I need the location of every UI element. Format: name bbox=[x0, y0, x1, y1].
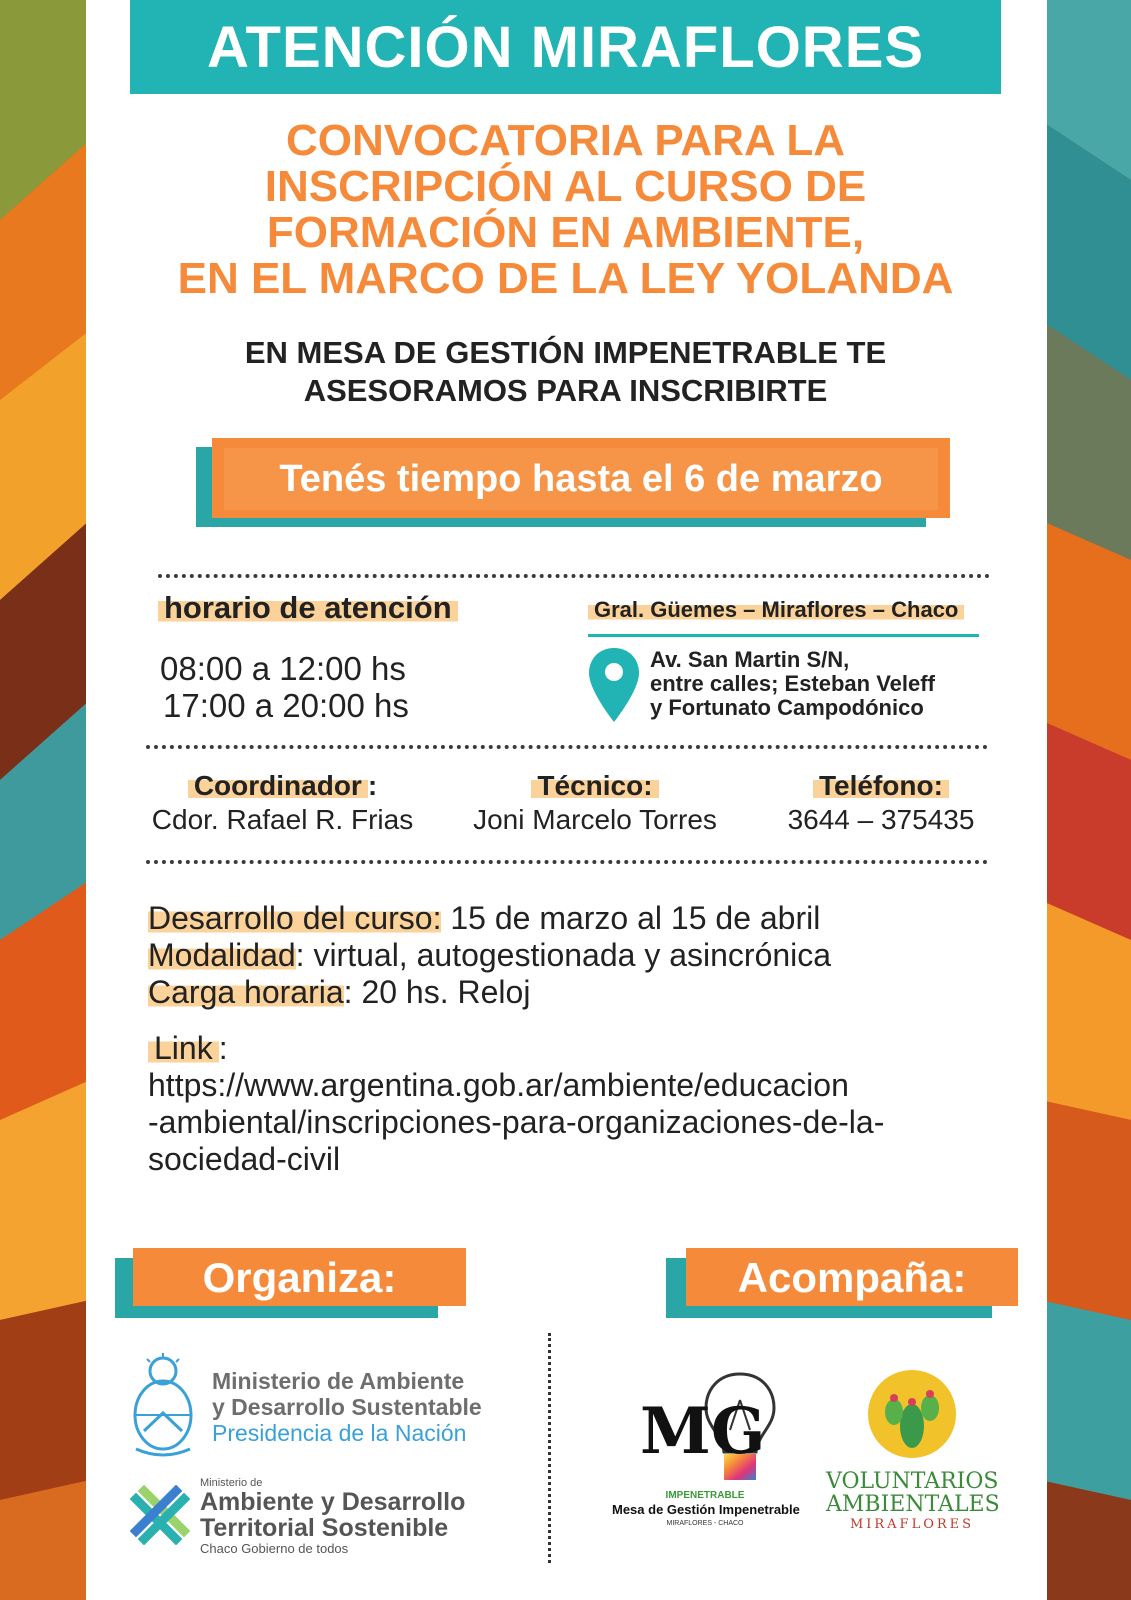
mg-logo-mark: MG bbox=[640, 1394, 766, 1469]
course-modalidad bbox=[148, 937, 831, 974]
logo-mesa-gestion bbox=[612, 1490, 798, 1530]
logo-line: Mesa de Gestión Impenetrable bbox=[612, 1502, 800, 1517]
location-underline bbox=[588, 634, 979, 637]
contact-tecnico bbox=[445, 770, 745, 836]
logo-line: Ministerio de bbox=[200, 1477, 263, 1489]
contact-value: Cdor. Rafael R. Frias bbox=[151, 804, 414, 835]
logo-line: Ministerio de Ambiente bbox=[212, 1368, 465, 1394]
banner-title: ATENCIÓN MIRAFLORES bbox=[206, 15, 925, 80]
logo-line: Presidencia de la Nación bbox=[212, 1420, 467, 1446]
location-title-text: Gral. Güemes – Miraflores – Chaco bbox=[588, 597, 964, 622]
contact-label: Coordinador bbox=[188, 770, 368, 801]
chaco-woven-logo-icon bbox=[130, 1485, 190, 1545]
mesa-subheading bbox=[110, 334, 1021, 410]
horario-line: 17:00 a 20:00 hs bbox=[163, 687, 409, 724]
link-heading bbox=[148, 1030, 1028, 1067]
address-line: y Fortunato Campodónico bbox=[650, 695, 924, 720]
logo-line: MIRAFLORES - CHACO bbox=[666, 1520, 744, 1527]
logo-line: Territorial Sostenible bbox=[200, 1514, 449, 1542]
organiza-tag: Organiza: bbox=[133, 1248, 466, 1306]
contact-label: Técnico: bbox=[531, 770, 658, 801]
header-banner bbox=[130, 0, 1001, 94]
modalidad-label: Modalidad bbox=[148, 937, 296, 973]
map-pin-icon bbox=[586, 646, 642, 724]
convocatoria-line: INSCRIPCIÓN AL CURSO DE bbox=[264, 162, 867, 211]
horario-line: 08:00 a 12:00 hs bbox=[160, 650, 406, 687]
dotted-divider bbox=[146, 860, 988, 864]
dotted-divider bbox=[146, 745, 988, 749]
argentina-coat-of-arms-icon bbox=[130, 1353, 196, 1463]
logo-ministerio-chaco bbox=[200, 1477, 465, 1557]
modalidad-value: : virtual, autogestionada y asincrónica bbox=[295, 937, 832, 973]
acompana-tag: Acompaña: bbox=[686, 1248, 1018, 1306]
link-url-line[interactable]: https://www.argentina.gob.ar/ambiente/educacion bbox=[148, 1067, 849, 1103]
convocatoria-line: FORMACIÓN EN AMBIENTE, bbox=[266, 208, 865, 257]
contact-label-suffix: : bbox=[367, 770, 378, 801]
desarrollo-label: Desarrollo del curso: bbox=[148, 900, 442, 936]
contact-value: Joni Marcelo Torres bbox=[473, 804, 717, 835]
logo-line: MIRAFLORES bbox=[849, 1517, 975, 1532]
link-suffix: : bbox=[218, 1030, 228, 1066]
mesa-line: ASESORAMOS PARA INSCRIBIRTE bbox=[303, 373, 828, 408]
course-details bbox=[148, 900, 831, 1011]
link-block bbox=[148, 1030, 1028, 1178]
logo-line: Chaco Gobierno de todos bbox=[200, 1541, 349, 1556]
convocatoria-line: CONVOCATORIA PARA LA bbox=[286, 116, 845, 165]
logo-line: Ambiente y Desarrollo bbox=[200, 1488, 466, 1516]
course-desarrollo bbox=[148, 900, 831, 937]
logo-ministerio-nacion bbox=[212, 1368, 482, 1446]
logo-voluntarios bbox=[826, 1470, 998, 1534]
convocatoria-line: EN EL MARCO DE LA LEY YOLANDA bbox=[177, 254, 954, 303]
logos-divider bbox=[548, 1333, 551, 1563]
link-url-line[interactable]: -ambiental/inscripciones-para-organizaciones-de-la- bbox=[148, 1104, 885, 1140]
deadline-text: Tenés tiempo hasta el 6 de marzo bbox=[224, 448, 938, 510]
registration-link[interactable] bbox=[148, 1067, 1028, 1178]
contact-telefono bbox=[765, 770, 997, 836]
address-line: entre calles; Esteban Veleff bbox=[650, 671, 935, 696]
logo-line: AMBIENTALES bbox=[826, 1492, 1000, 1517]
horario-hours bbox=[160, 650, 409, 724]
carga-value: : 20 hs. Reloj bbox=[343, 974, 531, 1010]
address-line: Av. San Martin S/N, bbox=[650, 647, 850, 672]
contact-label: Teléfono: bbox=[813, 770, 949, 801]
desarrollo-value: 15 de marzo al 15 de abril bbox=[441, 900, 821, 936]
dotted-divider bbox=[158, 574, 990, 578]
convocatoria-heading bbox=[110, 118, 1021, 302]
logo-line: IMPENETRABLE bbox=[665, 1490, 745, 1501]
location-address bbox=[650, 648, 935, 720]
link-url-line[interactable]: sociedad-civil bbox=[148, 1141, 341, 1177]
logo-line: VOLUNTARIOS bbox=[826, 1469, 999, 1494]
link-label: Link bbox=[148, 1030, 219, 1066]
mesa-line: EN MESA DE GESTIÓN IMPENETRABLE TE bbox=[244, 335, 887, 370]
location-title bbox=[588, 597, 964, 623]
course-carga bbox=[148, 974, 831, 1011]
horario-title-text: horario de atención bbox=[158, 590, 458, 625]
carga-label: Carga horaria bbox=[148, 974, 344, 1010]
logo-line: y Desarrollo Sustentable bbox=[212, 1394, 482, 1420]
contact-value: 3644 – 375435 bbox=[787, 804, 975, 835]
contact-coordinador bbox=[130, 770, 435, 836]
cactus-logo-icon bbox=[866, 1368, 958, 1460]
horario-title bbox=[158, 590, 533, 626]
